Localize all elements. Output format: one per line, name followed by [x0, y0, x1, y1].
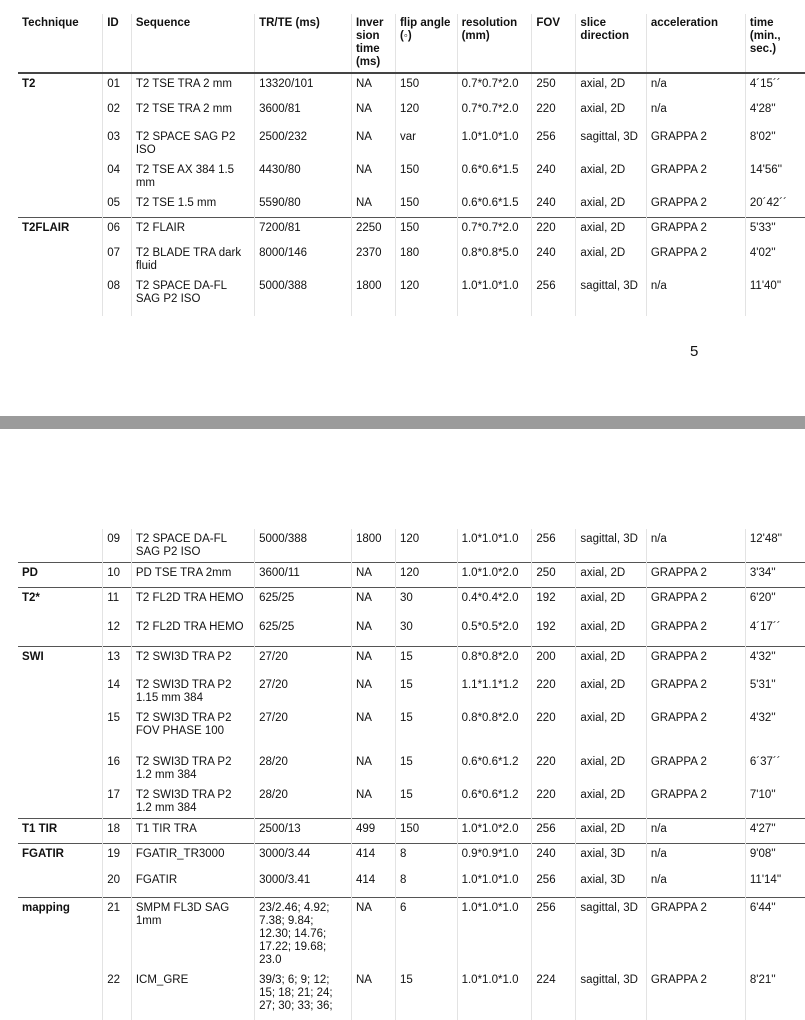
time-cell: 8'02'' — [745, 127, 805, 160]
id-cell: 17 — [103, 785, 132, 819]
trte-cell: 3600/11 — [255, 563, 352, 588]
inversion-time-cell: NA — [351, 563, 395, 588]
fov-cell: 220 — [532, 785, 576, 819]
flip-angle-cell: 15 — [395, 647, 457, 675]
slice-direction-cell: axial, 3D — [576, 843, 646, 870]
acceleration-cell: n/a — [646, 73, 745, 99]
flip-angle-cell: 15 — [395, 752, 457, 785]
id-cell: 20 — [103, 870, 132, 897]
time-cell: 5'33'' — [745, 217, 805, 243]
inversion-time-cell: NA — [351, 675, 395, 708]
acceleration-cell: GRAPPA 2 — [646, 708, 745, 752]
id-cell: 13 — [103, 647, 132, 675]
header-trte: TR/TE (ms) — [255, 14, 352, 73]
protocol-table-page-5 — [18, 14, 805, 316]
trte-cell: 3000/3.41 — [255, 870, 352, 897]
slice-direction-cell: sagittal, 3D — [576, 529, 646, 563]
time-cell: 4'27'' — [745, 818, 805, 843]
fov-cell: 192 — [532, 588, 576, 617]
acceleration-cell: n/a — [646, 843, 745, 870]
trte-cell: 5000/388 — [255, 529, 352, 563]
page-break-divider — [0, 416, 805, 429]
technique-cell — [18, 243, 103, 276]
technique-cell — [18, 276, 103, 316]
inversion-time-cell: NA — [351, 127, 395, 160]
flip-angle-cell: 30 — [395, 617, 457, 647]
fov-cell: 224 — [532, 970, 576, 1020]
fov-cell: 256 — [532, 529, 576, 563]
time-cell: 6'44'' — [745, 897, 805, 970]
flip-angle-cell: 15 — [395, 708, 457, 752]
id-cell: 11 — [103, 588, 132, 617]
inversion-time-cell: 414 — [351, 870, 395, 897]
fov-cell: 256 — [532, 818, 576, 843]
header-id: ID — [103, 14, 132, 73]
slice-direction-cell: axial, 3D — [576, 870, 646, 897]
id-cell: 10 — [103, 563, 132, 588]
fov-cell: 220 — [532, 217, 576, 243]
id-cell: 18 — [103, 818, 132, 843]
flip-angle-cell: 180 — [395, 243, 457, 276]
slice-direction-cell: axial, 2D — [576, 647, 646, 675]
trte-cell: 27/20 — [255, 708, 352, 752]
technique-cell: PD — [18, 563, 103, 588]
flip-angle-cell: 150 — [395, 73, 457, 99]
trte-cell: 2500/13 — [255, 818, 352, 843]
inversion-time-cell: NA — [351, 99, 395, 127]
sequence-cell: T2 SPACE DA-FL SAG P2 ISO — [131, 276, 254, 316]
technique-cell — [18, 160, 103, 193]
slice-direction-cell: axial, 2D — [576, 563, 646, 588]
technique-cell — [18, 617, 103, 647]
id-cell: 09 — [103, 529, 132, 563]
sequence-cell: T2 SWI3D TRA P2 FOV PHASE 100 — [131, 708, 254, 752]
slice-direction-cell: axial, 2D — [576, 588, 646, 617]
sequence-cell: FGATIR — [131, 870, 254, 897]
resolution-cell: 1.0*1.0*2.0 — [457, 563, 532, 588]
trte-cell: 28/20 — [255, 785, 352, 819]
flip-angle-cell: 120 — [395, 99, 457, 127]
flip-angle-cell: var — [395, 127, 457, 160]
slice-direction-cell: axial, 2D — [576, 617, 646, 647]
fov-cell: 220 — [532, 99, 576, 127]
technique-cell: T2* — [18, 588, 103, 617]
technique-cell — [18, 870, 103, 897]
header-sequence: Sequence — [131, 14, 254, 73]
technique-cell: mapping — [18, 897, 103, 970]
id-cell: 15 — [103, 708, 132, 752]
resolution-cell: 0.7*0.7*2.0 — [457, 217, 532, 243]
resolution-cell: 0.6*0.6*1.2 — [457, 752, 532, 785]
flip-angle-cell: 6 — [395, 897, 457, 970]
sequence-cell: T2 FL2D TRA HEMO — [131, 617, 254, 647]
acceleration-cell: n/a — [646, 870, 745, 897]
time-cell: 6´37´´ — [745, 752, 805, 785]
technique-cell — [18, 708, 103, 752]
sequence-cell: T2 TSE 1.5 mm — [131, 193, 254, 217]
acceleration-cell: GRAPPA 2 — [646, 970, 745, 1020]
table-row — [18, 617, 805, 647]
resolution-cell: 0.7*0.7*2.0 — [457, 99, 532, 127]
inversion-time-cell: 1800 — [351, 529, 395, 563]
sequence-cell: SMPM FL3D SAG 1mm — [131, 897, 254, 970]
table-row — [18, 99, 805, 127]
slice-direction-cell: sagittal, 3D — [576, 276, 646, 316]
inversion-time-cell: NA — [351, 785, 395, 819]
fov-cell: 256 — [532, 870, 576, 897]
technique-cell: T2FLAIR — [18, 217, 103, 243]
acceleration-cell: GRAPPA 2 — [646, 785, 745, 819]
resolution-cell: 0.6*0.6*1.2 — [457, 785, 532, 819]
trte-cell: 13320/101 — [255, 73, 352, 99]
technique-cell — [18, 785, 103, 819]
technique-cell — [18, 752, 103, 785]
fov-cell: 256 — [532, 276, 576, 316]
fov-cell: 240 — [532, 160, 576, 193]
inversion-time-cell: NA — [351, 647, 395, 675]
flip-angle-cell: 120 — [395, 563, 457, 588]
flip-angle-cell: 150 — [395, 818, 457, 843]
header-acceleration: acceleration — [646, 14, 745, 73]
flip-angle-cell: 120 — [395, 276, 457, 316]
trte-cell: 5590/80 — [255, 193, 352, 217]
id-cell: 01 — [103, 73, 132, 99]
table-row — [18, 193, 805, 217]
flip-angle-cell: 8 — [395, 870, 457, 897]
header-time: time (min., sec.) — [745, 14, 805, 73]
table-body-page-6 — [18, 529, 805, 1020]
acceleration-cell: GRAPPA 2 — [646, 588, 745, 617]
sequence-cell: T2 SWI3D TRA P2 1.15 mm 384 — [131, 675, 254, 708]
table-row — [18, 818, 805, 843]
table-row — [18, 563, 805, 588]
fov-cell: 240 — [532, 843, 576, 870]
fov-cell: 240 — [532, 243, 576, 276]
acceleration-cell: GRAPPA 2 — [646, 193, 745, 217]
sequence-cell: T2 FL2D TRA HEMO — [131, 588, 254, 617]
acceleration-cell: GRAPPA 2 — [646, 127, 745, 160]
fov-cell: 240 — [532, 193, 576, 217]
inversion-time-cell: NA — [351, 752, 395, 785]
sequence-cell: T2 FLAIR — [131, 217, 254, 243]
inversion-time-cell: 2250 — [351, 217, 395, 243]
slice-direction-cell: sagittal, 3D — [576, 897, 646, 970]
sequence-cell: T2 SPACE SAG P2 ISO — [131, 127, 254, 160]
time-cell: 4'32'' — [745, 708, 805, 752]
acceleration-cell: GRAPPA 2 — [646, 675, 745, 708]
acceleration-cell: n/a — [646, 529, 745, 563]
resolution-cell: 0.8*0.8*2.0 — [457, 647, 532, 675]
slice-direction-cell: axial, 2D — [576, 818, 646, 843]
inversion-time-cell: 2370 — [351, 243, 395, 276]
fov-cell: 200 — [532, 647, 576, 675]
id-cell: 19 — [103, 843, 132, 870]
id-cell: 03 — [103, 127, 132, 160]
sequence-cell: T2 BLADE TRA dark fluid — [131, 243, 254, 276]
inversion-time-cell: NA — [351, 970, 395, 1020]
flip-angle-cell: 150 — [395, 193, 457, 217]
technique-cell: SWI — [18, 647, 103, 675]
header-flip-angle: flip angle (◦) — [395, 14, 457, 73]
trte-cell: 27/20 — [255, 675, 352, 708]
id-cell: 22 — [103, 970, 132, 1020]
sequence-cell: PD TSE TRA 2mm — [131, 563, 254, 588]
flip-angle-cell: 15 — [395, 785, 457, 819]
table-body-page-5 — [18, 73, 805, 316]
flip-angle-cell: 30 — [395, 588, 457, 617]
inversion-time-cell: NA — [351, 617, 395, 647]
table-row — [18, 843, 805, 870]
resolution-cell: 0.8*0.8*5.0 — [457, 243, 532, 276]
inversion-time-cell: NA — [351, 588, 395, 617]
table-row — [18, 127, 805, 160]
id-cell: 21 — [103, 897, 132, 970]
resolution-cell: 1.0*1.0*1.0 — [457, 970, 532, 1020]
fov-cell: 220 — [532, 752, 576, 785]
acceleration-cell: GRAPPA 2 — [646, 897, 745, 970]
time-cell: 4'32'' — [745, 647, 805, 675]
slice-direction-cell: axial, 2D — [576, 243, 646, 276]
flip-angle-cell: 120 — [395, 529, 457, 563]
trte-cell: 23/2.46; 4.92; 7.38; 9.84; 12.30; 14.76; 17.22; 19.68; 23.0 — [255, 897, 352, 970]
id-cell: 06 — [103, 217, 132, 243]
trte-cell: 8000/146 — [255, 243, 352, 276]
resolution-cell: 1.0*1.0*1.0 — [457, 870, 532, 897]
table-header-row — [18, 14, 805, 73]
id-cell: 08 — [103, 276, 132, 316]
table-row — [18, 217, 805, 243]
time-cell: 5'31'' — [745, 675, 805, 708]
id-cell: 16 — [103, 752, 132, 785]
resolution-cell: 0.6*0.6*1.5 — [457, 160, 532, 193]
sequence-cell: T2 SPACE DA-FL SAG P2 ISO — [131, 529, 254, 563]
header-slice-direction: slice direction — [576, 14, 646, 73]
sequence-cell: ICM_GRE — [131, 970, 254, 1020]
fov-cell: 220 — [532, 675, 576, 708]
fov-cell: 192 — [532, 617, 576, 647]
fov-cell: 256 — [532, 897, 576, 970]
time-cell: 7'10'' — [745, 785, 805, 819]
flip-angle-cell: 150 — [395, 160, 457, 193]
acceleration-cell: GRAPPA 2 — [646, 647, 745, 675]
header-fov: FOV — [532, 14, 576, 73]
resolution-cell: 1.0*1.0*1.0 — [457, 897, 532, 970]
resolution-cell: 1.1*1.1*1.2 — [457, 675, 532, 708]
table-row — [18, 675, 805, 708]
time-cell: 4´17´´ — [745, 617, 805, 647]
resolution-cell: 0.7*0.7*2.0 — [457, 73, 532, 99]
acceleration-cell: GRAPPA 2 — [646, 563, 745, 588]
sequence-cell: T2 TSE TRA 2 mm — [131, 99, 254, 127]
inversion-time-cell: NA — [351, 160, 395, 193]
inversion-time-cell: NA — [351, 708, 395, 752]
resolution-cell: 1.0*1.0*1.0 — [457, 276, 532, 316]
slice-direction-cell: axial, 2D — [576, 99, 646, 127]
resolution-cell: 0.4*0.4*2.0 — [457, 588, 532, 617]
table-row — [18, 73, 805, 99]
time-cell: 4'02'' — [745, 243, 805, 276]
table-row — [18, 160, 805, 193]
slice-direction-cell: axial, 2D — [576, 193, 646, 217]
technique-cell — [18, 127, 103, 160]
resolution-cell: 0.9*0.9*1.0 — [457, 843, 532, 870]
flip-angle-cell: 8 — [395, 843, 457, 870]
technique-cell — [18, 99, 103, 127]
slice-direction-cell: axial, 2D — [576, 73, 646, 99]
trte-cell: 39/3; 6; 9; 12; 15; 18; 21; 24; 27; 30; 33; 36; — [255, 970, 352, 1020]
sequence-cell: T2 TSE AX 384 1.5 mm — [131, 160, 254, 193]
table-row — [18, 752, 805, 785]
trte-cell: 5000/388 — [255, 276, 352, 316]
fov-cell: 250 — [532, 563, 576, 588]
id-cell: 02 — [103, 99, 132, 127]
acceleration-cell: n/a — [646, 99, 745, 127]
time-cell: 12'48'' — [745, 529, 805, 563]
inversion-time-cell: NA — [351, 897, 395, 970]
slice-direction-cell: axial, 2D — [576, 675, 646, 708]
trte-cell: 27/20 — [255, 647, 352, 675]
fov-cell: 250 — [532, 73, 576, 99]
trte-cell: 3000/3.44 — [255, 843, 352, 870]
inversion-time-cell: NA — [351, 193, 395, 217]
trte-cell: 625/25 — [255, 588, 352, 617]
table-row — [18, 897, 805, 970]
resolution-cell: 1.0*1.0*1.0 — [457, 127, 532, 160]
flip-angle-cell: 15 — [395, 970, 457, 1020]
time-cell: 20´42´´ — [745, 193, 805, 217]
flip-angle-cell: 15 — [395, 675, 457, 708]
time-cell: 11'14'' — [745, 870, 805, 897]
sequence-cell: T2 TSE TRA 2 mm — [131, 73, 254, 99]
technique-cell — [18, 675, 103, 708]
table-row — [18, 243, 805, 276]
technique-cell: T1 TIR — [18, 818, 103, 843]
slice-direction-cell: axial, 2D — [576, 217, 646, 243]
sequence-cell: T2 SWI3D TRA P2 1.2 mm 384 — [131, 785, 254, 819]
id-cell: 12 — [103, 617, 132, 647]
time-cell: 8'21'' — [745, 970, 805, 1020]
table-row — [18, 870, 805, 897]
header-technique: Technique — [18, 14, 103, 73]
trte-cell: 3600/81 — [255, 99, 352, 127]
time-cell: 6'20'' — [745, 588, 805, 617]
slice-direction-cell: axial, 2D — [576, 785, 646, 819]
acceleration-cell: GRAPPA 2 — [646, 243, 745, 276]
acceleration-cell: GRAPPA 2 — [646, 217, 745, 243]
resolution-cell: 1.0*1.0*1.0 — [457, 529, 532, 563]
resolution-cell: 0.5*0.5*2.0 — [457, 617, 532, 647]
sequence-cell: FGATIR_TR3000 — [131, 843, 254, 870]
table-row — [18, 970, 805, 1020]
table-row — [18, 785, 805, 819]
inversion-time-cell: 414 — [351, 843, 395, 870]
sequence-cell: T2 SWI3D TRA P2 1.2 mm 384 — [131, 752, 254, 785]
table-row — [18, 276, 805, 316]
flip-angle-cell: 150 — [395, 217, 457, 243]
time-cell: 14'56'' — [745, 160, 805, 193]
id-cell: 05 — [103, 193, 132, 217]
time-cell: 9'08'' — [745, 843, 805, 870]
time-cell: 4'28'' — [745, 99, 805, 127]
header-resolution: resolution (mm) — [457, 14, 532, 73]
acceleration-cell: GRAPPA 2 — [646, 160, 745, 193]
time-cell: 11'40'' — [745, 276, 805, 316]
inversion-time-cell: 1800 — [351, 276, 395, 316]
trte-cell: 625/25 — [255, 617, 352, 647]
inversion-time-cell: 499 — [351, 818, 395, 843]
time-cell: 3'34'' — [745, 563, 805, 588]
slice-direction-cell: sagittal, 3D — [576, 970, 646, 1020]
sequence-cell: T1 TIR TRA — [131, 818, 254, 843]
slice-direction-cell: axial, 2D — [576, 160, 646, 193]
technique-cell — [18, 193, 103, 217]
header-inversion-time: Inver sion time (ms) — [351, 14, 395, 73]
acceleration-cell: n/a — [646, 818, 745, 843]
trte-cell: 7200/81 — [255, 217, 352, 243]
resolution-cell: 1.0*1.0*2.0 — [457, 818, 532, 843]
technique-cell — [18, 529, 103, 563]
protocol-table-page-6 — [18, 529, 805, 1020]
acceleration-cell: GRAPPA 2 — [646, 752, 745, 785]
id-cell: 14 — [103, 675, 132, 708]
technique-cell — [18, 970, 103, 1020]
technique-cell: FGATIR — [18, 843, 103, 870]
sequence-cell: T2 SWI3D TRA P2 — [131, 647, 254, 675]
technique-cell: T2 — [18, 73, 103, 99]
fov-cell: 220 — [532, 708, 576, 752]
table-row — [18, 647, 805, 675]
slice-direction-cell: sagittal, 3D — [576, 127, 646, 160]
resolution-cell: 0.8*0.8*2.0 — [457, 708, 532, 752]
table-row — [18, 708, 805, 752]
trte-cell: 4430/80 — [255, 160, 352, 193]
time-cell: 4´15´´ — [745, 73, 805, 99]
fov-cell: 256 — [532, 127, 576, 160]
acceleration-cell: n/a — [646, 276, 745, 316]
trte-cell: 28/20 — [255, 752, 352, 785]
inversion-time-cell: NA — [351, 73, 395, 99]
slice-direction-cell: axial, 2D — [576, 708, 646, 752]
page-number: 5 — [690, 343, 699, 360]
trte-cell: 2500/232 — [255, 127, 352, 160]
table-row — [18, 529, 805, 563]
resolution-cell: 0.6*0.6*1.5 — [457, 193, 532, 217]
slice-direction-cell: axial, 2D — [576, 752, 646, 785]
acceleration-cell: GRAPPA 2 — [646, 617, 745, 647]
id-cell: 07 — [103, 243, 132, 276]
table-row — [18, 588, 805, 617]
id-cell: 04 — [103, 160, 132, 193]
